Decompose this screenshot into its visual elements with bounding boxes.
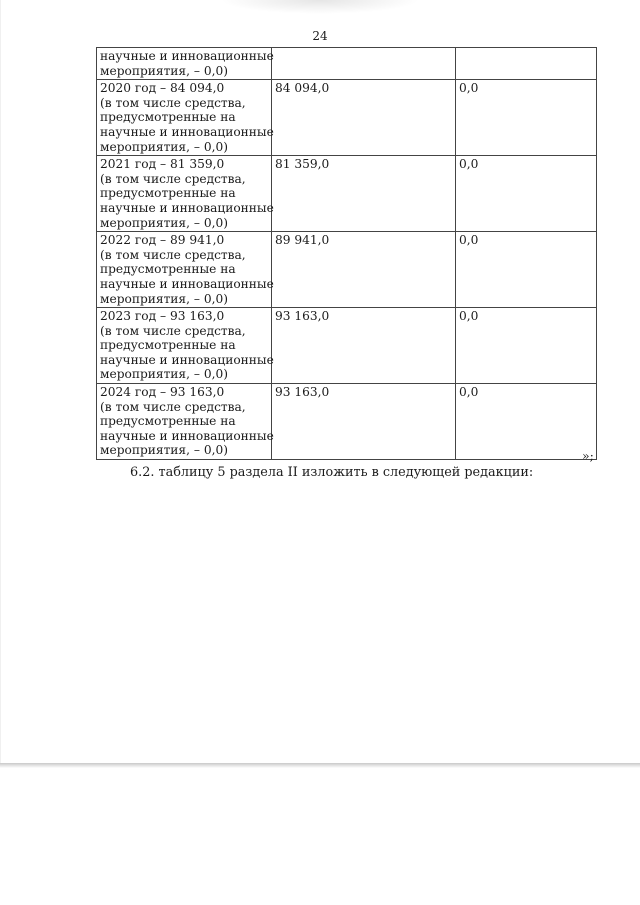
cell-innovation-amount: 0,0 xyxy=(456,80,597,156)
cell-innovation-amount: 0,0 xyxy=(456,308,597,384)
cell-amount xyxy=(272,48,456,80)
table-row xyxy=(97,232,597,308)
cell-description xyxy=(97,308,272,384)
cell-description-line: (в том числе средства, xyxy=(100,171,246,186)
cell-description-line: 2022 год – 89 941,0 xyxy=(100,233,225,248)
closing-quote: »; xyxy=(582,448,594,463)
scan-page-edge xyxy=(0,763,640,768)
cell-description xyxy=(97,80,272,156)
cell-amount: 81 359,0 xyxy=(272,156,456,232)
cell-description-line: мероприятия, – 0,0) xyxy=(100,291,228,306)
cell-description-line: (в том числе средства, xyxy=(100,399,246,414)
cell-description-line: научные и инновационные xyxy=(100,124,274,139)
cell-amount: 93 163,0 xyxy=(272,384,456,460)
cell-innovation-amount: 0,0 xyxy=(456,156,597,232)
cell-description-line: научные и инновационные xyxy=(100,428,274,443)
table-row xyxy=(97,48,597,80)
cell-description-line: научные и инновационные xyxy=(100,276,274,291)
table-row xyxy=(97,80,597,156)
cell-description-line: 2021 год – 81 359,0 xyxy=(100,157,225,172)
cell-innovation-amount: 0,0 xyxy=(456,384,597,460)
cell-description-line: предусмотренные на xyxy=(100,262,236,277)
cell-description-line: научные и инновационные xyxy=(100,200,274,215)
page-number: 24 xyxy=(312,29,328,43)
funding-table xyxy=(96,47,597,460)
cell-description-line: мероприятия, – 0,0) xyxy=(100,367,228,382)
table-row xyxy=(97,384,597,460)
cell-amount: 84 094,0 xyxy=(272,80,456,156)
cell-amount: 89 941,0 xyxy=(272,232,456,308)
cell-description-line: предусмотренные на xyxy=(100,110,236,125)
scan-shadow xyxy=(220,0,420,14)
instruction-paragraph: 6.2. таблицу 5 раздела II изложить в следующей редакции: xyxy=(130,465,534,480)
cell-description-line: предусмотренные на xyxy=(100,414,236,429)
cell-innovation-amount: 0,0 xyxy=(456,232,597,308)
cell-description xyxy=(97,384,272,460)
cell-description-line: мероприятия, – 0,0) xyxy=(100,139,228,154)
table-body xyxy=(97,48,597,460)
cell-description-line: 2023 год – 93 163,0 xyxy=(100,309,225,324)
cell-amount: 93 163,0 xyxy=(272,308,456,384)
cell-description-line: (в том числе средства, xyxy=(100,95,246,110)
cell-description-line: научные и инновационные xyxy=(100,49,274,63)
table-row xyxy=(97,308,597,384)
cell-description-line: 2024 год – 93 163,0 xyxy=(100,385,225,400)
cell-description-line: (в том числе средства, xyxy=(100,323,246,338)
cell-description-line: (в том числе средства, xyxy=(100,247,246,262)
cell-description-line: 2020 год – 84 094,0 xyxy=(100,81,225,96)
cell-description xyxy=(97,232,272,308)
cell-innovation-amount xyxy=(456,48,597,80)
cell-description xyxy=(97,48,272,80)
cell-description-line: мероприятия, – 0,0) xyxy=(100,215,228,230)
cell-description-line: предусмотренные на xyxy=(100,338,236,353)
cell-description-line: мероприятия, – 0,0) xyxy=(100,443,228,458)
cell-description-line: научные и инновационные xyxy=(100,352,274,367)
cell-description-line: предусмотренные на xyxy=(100,186,236,201)
cell-description-line: мероприятия, – 0,0) xyxy=(100,63,228,78)
cell-description xyxy=(97,156,272,232)
table-row xyxy=(97,156,597,232)
